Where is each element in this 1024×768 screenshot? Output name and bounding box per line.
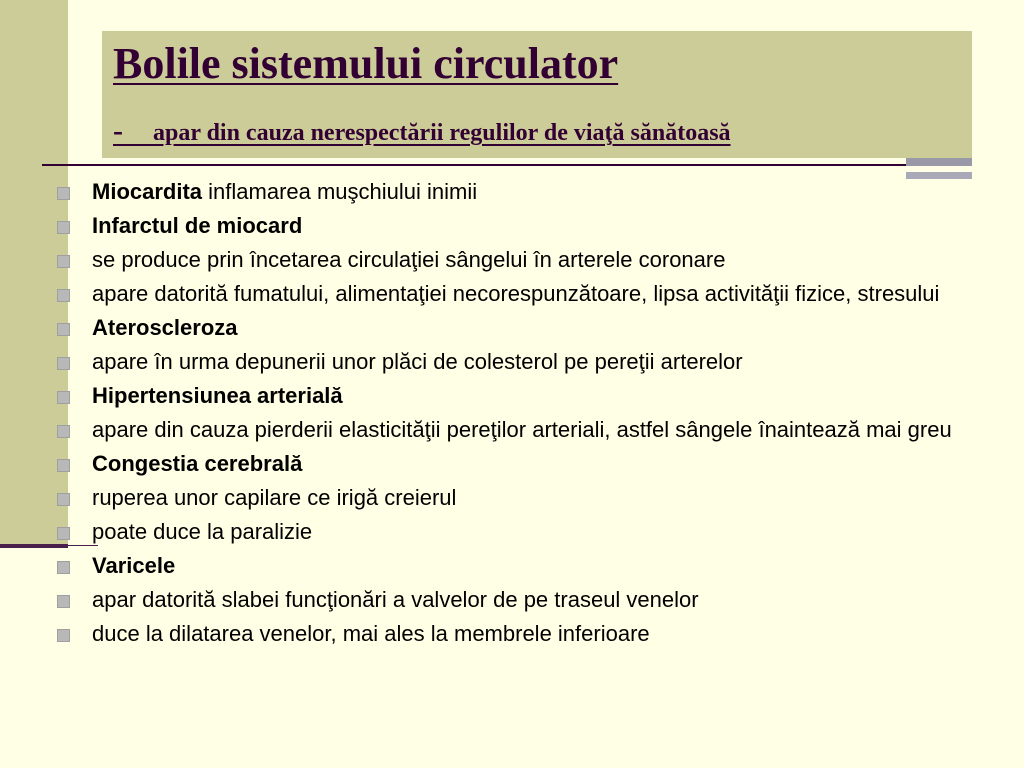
list-item	[55, 486, 1005, 510]
list-item	[55, 554, 1005, 578]
list-item	[55, 452, 1005, 476]
square-bullet-icon	[57, 595, 70, 608]
decorative-gray-bar	[906, 172, 972, 179]
square-bullet-icon	[57, 561, 70, 574]
list-item-text: se produce prin încetarea circulaţiei sângelui în arterele coronare	[92, 247, 726, 272]
list-item-text: apare în urma depunerii unor plăci de colesterol pe pereţii arterelor	[92, 349, 743, 374]
square-bullet-icon	[57, 255, 70, 268]
list-item	[55, 622, 1005, 646]
list-item-text: ruperea unor capilare ce irigă creierul	[92, 485, 457, 510]
square-bullet-icon	[57, 425, 70, 438]
square-bullet-icon	[57, 527, 70, 540]
slide-subtitle	[113, 116, 731, 148]
list-item	[55, 520, 1005, 544]
subtitle-dash: -	[113, 114, 123, 147]
square-bullet-icon	[57, 323, 70, 336]
square-bullet-icon	[57, 357, 70, 370]
list-item-bold: Miocardita	[92, 179, 203, 204]
list-item-bold: Varicele	[92, 553, 176, 578]
list-item	[55, 418, 1005, 442]
list-item-bold: Hipertensiunea arterială	[92, 383, 343, 408]
square-bullet-icon	[57, 493, 70, 506]
decorative-gray-block	[906, 158, 972, 166]
list-item	[55, 248, 1005, 272]
list-item	[55, 282, 1005, 306]
list-item	[55, 384, 1005, 408]
square-bullet-icon	[57, 391, 70, 404]
list-item-bold: Infarctul de miocard	[92, 213, 303, 238]
square-bullet-icon	[57, 629, 70, 642]
list-item-text: apare datorită fumatului, alimentaţiei necorespunzătoare, lipsa activităţii fizice, stresului	[92, 281, 940, 306]
square-bullet-icon	[57, 459, 70, 472]
bullet-list	[55, 180, 1005, 656]
list-item-text: apare din cauza pierderii elasticităţii pereţilor arteriali, astfel sângele înaintează mai greu	[92, 417, 952, 442]
list-item	[55, 588, 1005, 612]
list-item-text: poate duce la paralizie	[92, 519, 313, 544]
list-item	[55, 350, 1005, 374]
list-item-text: inflamarea muşchiului inimii	[202, 179, 478, 204]
square-bullet-icon	[57, 289, 70, 302]
list-item-text: duce la dilatarea venelor, mai ales la membrele inferioare	[92, 621, 650, 646]
square-bullet-icon	[57, 221, 70, 234]
list-item	[55, 180, 1005, 204]
subtitle-text: apar din cauza nerespectării regulilor de viaţă sănătoasă	[153, 120, 731, 146]
list-item-bold: Congestia cerebrală	[92, 451, 303, 476]
list-item	[55, 214, 1005, 238]
list-item-bold: Ateroscleroza	[92, 315, 238, 340]
slide-title: Bolile sistemului circulator	[113, 39, 619, 88]
square-bullet-icon	[57, 187, 70, 200]
list-item	[55, 316, 1005, 340]
title-divider-line	[42, 164, 972, 166]
list-item-text: apar datorită slabei funcţionări a valvelor de pe traseul venelor	[92, 587, 699, 612]
